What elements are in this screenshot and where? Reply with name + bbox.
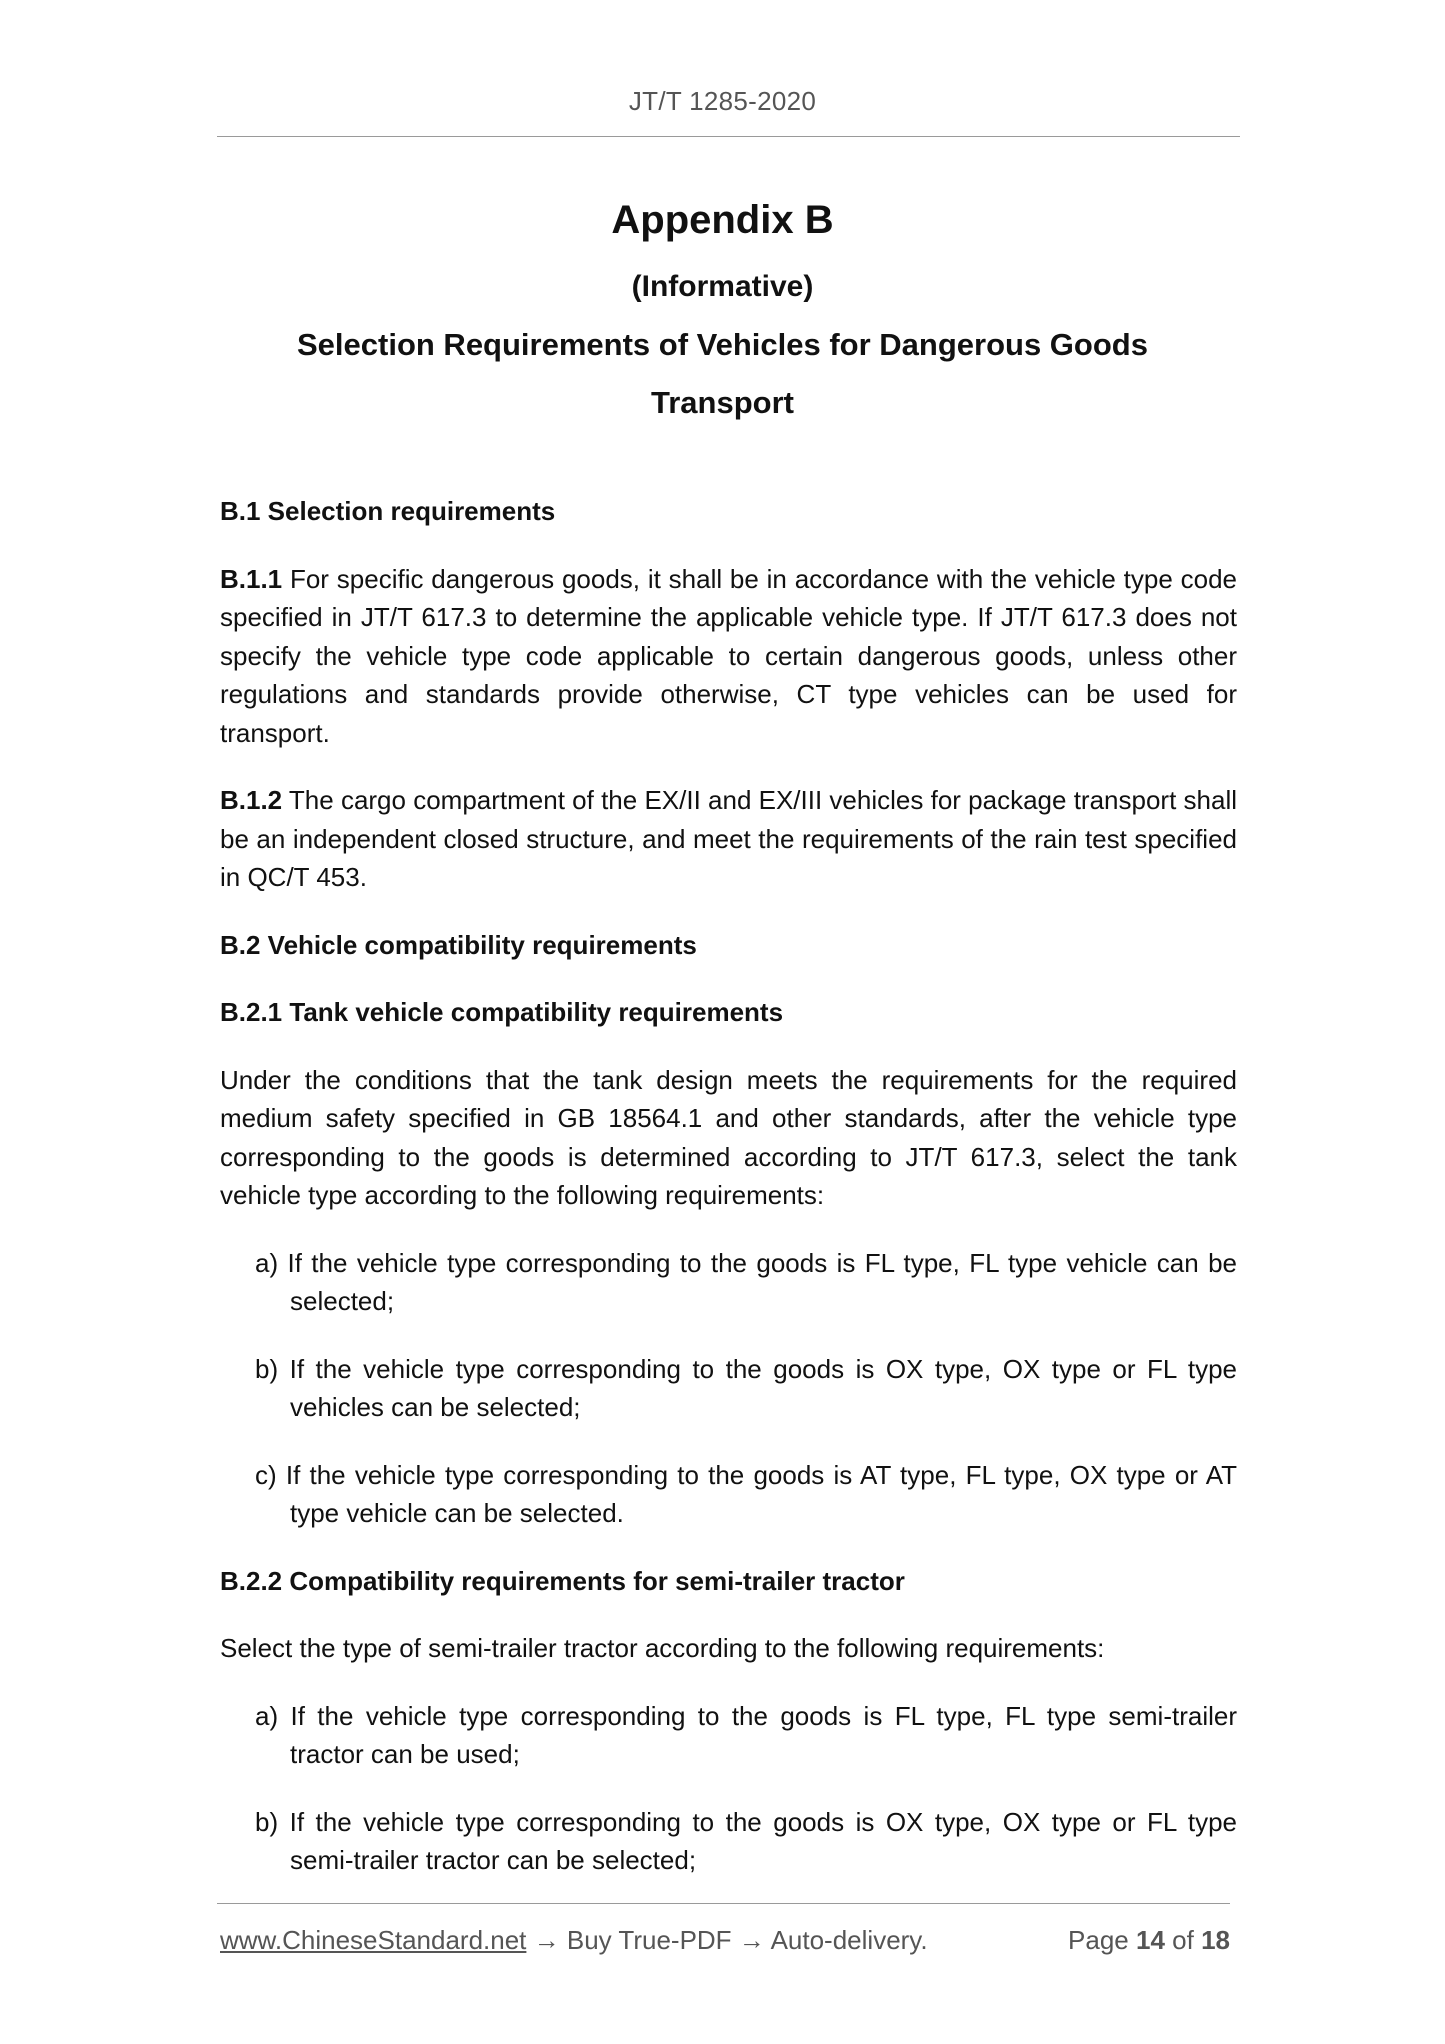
clause-text: For specific dangerous goods, it shall be in accordance with the vehicle type code specified in JT/T 617.3 to determine the applicable vehicle type. If JT/T 617.3 does not specify the vehicle type code applicable to certain dangerous goods, unless other regulations and standards provide otherwise, CT type vehicles can be used for transport.	[220, 563, 1237, 748]
website-link[interactable]: www.ChineseStandard.net	[220, 1925, 527, 1955]
header-divider	[217, 136, 1240, 137]
clause-b1-1	[220, 560, 1237, 753]
running-header: JT/T 1285-2020	[628, 86, 817, 116]
section-heading-b1: B.1 Selection requirements	[220, 496, 556, 526]
of-label: of	[1172, 1925, 1194, 1955]
footer-divider	[217, 1903, 1230, 1904]
list-item: a) If the vehicle type corresponding to the goods is FL type, FL type semi-trailer tractor can be used;	[255, 1700, 1237, 1769]
list-item: b) If the vehicle type corresponding to the goods is OX type, OX type or FL type vehicles can be selected;	[255, 1353, 1237, 1422]
list-item: a) If the vehicle type corresponding to the goods is FL type, FL type vehicle can be selected;	[255, 1247, 1237, 1316]
clause-number: B.1.2	[220, 785, 283, 815]
appendix-title: Appendix B	[611, 198, 834, 242]
page-current: 14	[1136, 1925, 1165, 1955]
clause-b2-2-intro: Select the type of semi-trailer tractor according to the following requirements:	[220, 1633, 1105, 1663]
list-item: c) If the vehicle type corresponding to the goods is AT type, FL type, OX type or AT type vehicle can be selected.	[255, 1459, 1237, 1528]
appendix-type: (Informative)	[631, 270, 814, 303]
clause-number: B.1.1	[220, 563, 283, 594]
clause-b1-2	[220, 781, 1237, 897]
section-heading-b2: B.2 Vehicle compatibility requirements	[220, 929, 697, 960]
page-footer	[220, 1925, 1230, 1956]
subsection-heading-b2-2: B.2.2 Compatibility requirements for semi-trailer tractor	[220, 1565, 905, 1596]
appendix-heading: Selection Requirements of Vehicles for Dangerous Goods Transport	[297, 327, 1148, 420]
page-total: 18	[1201, 1925, 1230, 1955]
footer-promo: → Buy True-PDF → Auto-delivery.	[526, 1925, 928, 1955]
clause-text: The cargo compartment of the EX/II and EX/III vehicles for package transport shall be an independent closed structure, and meet the requirements of the rain test specified in QC/T 453.	[220, 785, 1237, 892]
subsection-heading-b2-1: B.2.1 Tank vehicle compatibility requirements	[220, 997, 784, 1027]
clause-b2-1-intro: Under the conditions that the tank design meets the requirements for the required medium safety specified in GB 18564.1 and other standards, after the vehicle type corresponding to the goods is determined according to JT/T 617.3, select the tank vehicle type according to the following requirements:	[220, 1064, 1237, 1210]
page-number	[1068, 1925, 1230, 1956]
list-item: b) If the vehicle type corresponding to the goods is OX type, OX type or FL type semi-trailer tractor can be selected;	[255, 1806, 1237, 1875]
page-label: Page	[1068, 1925, 1129, 1955]
appendix-title-block	[0, 190, 1445, 432]
document-body	[220, 492, 1237, 1909]
